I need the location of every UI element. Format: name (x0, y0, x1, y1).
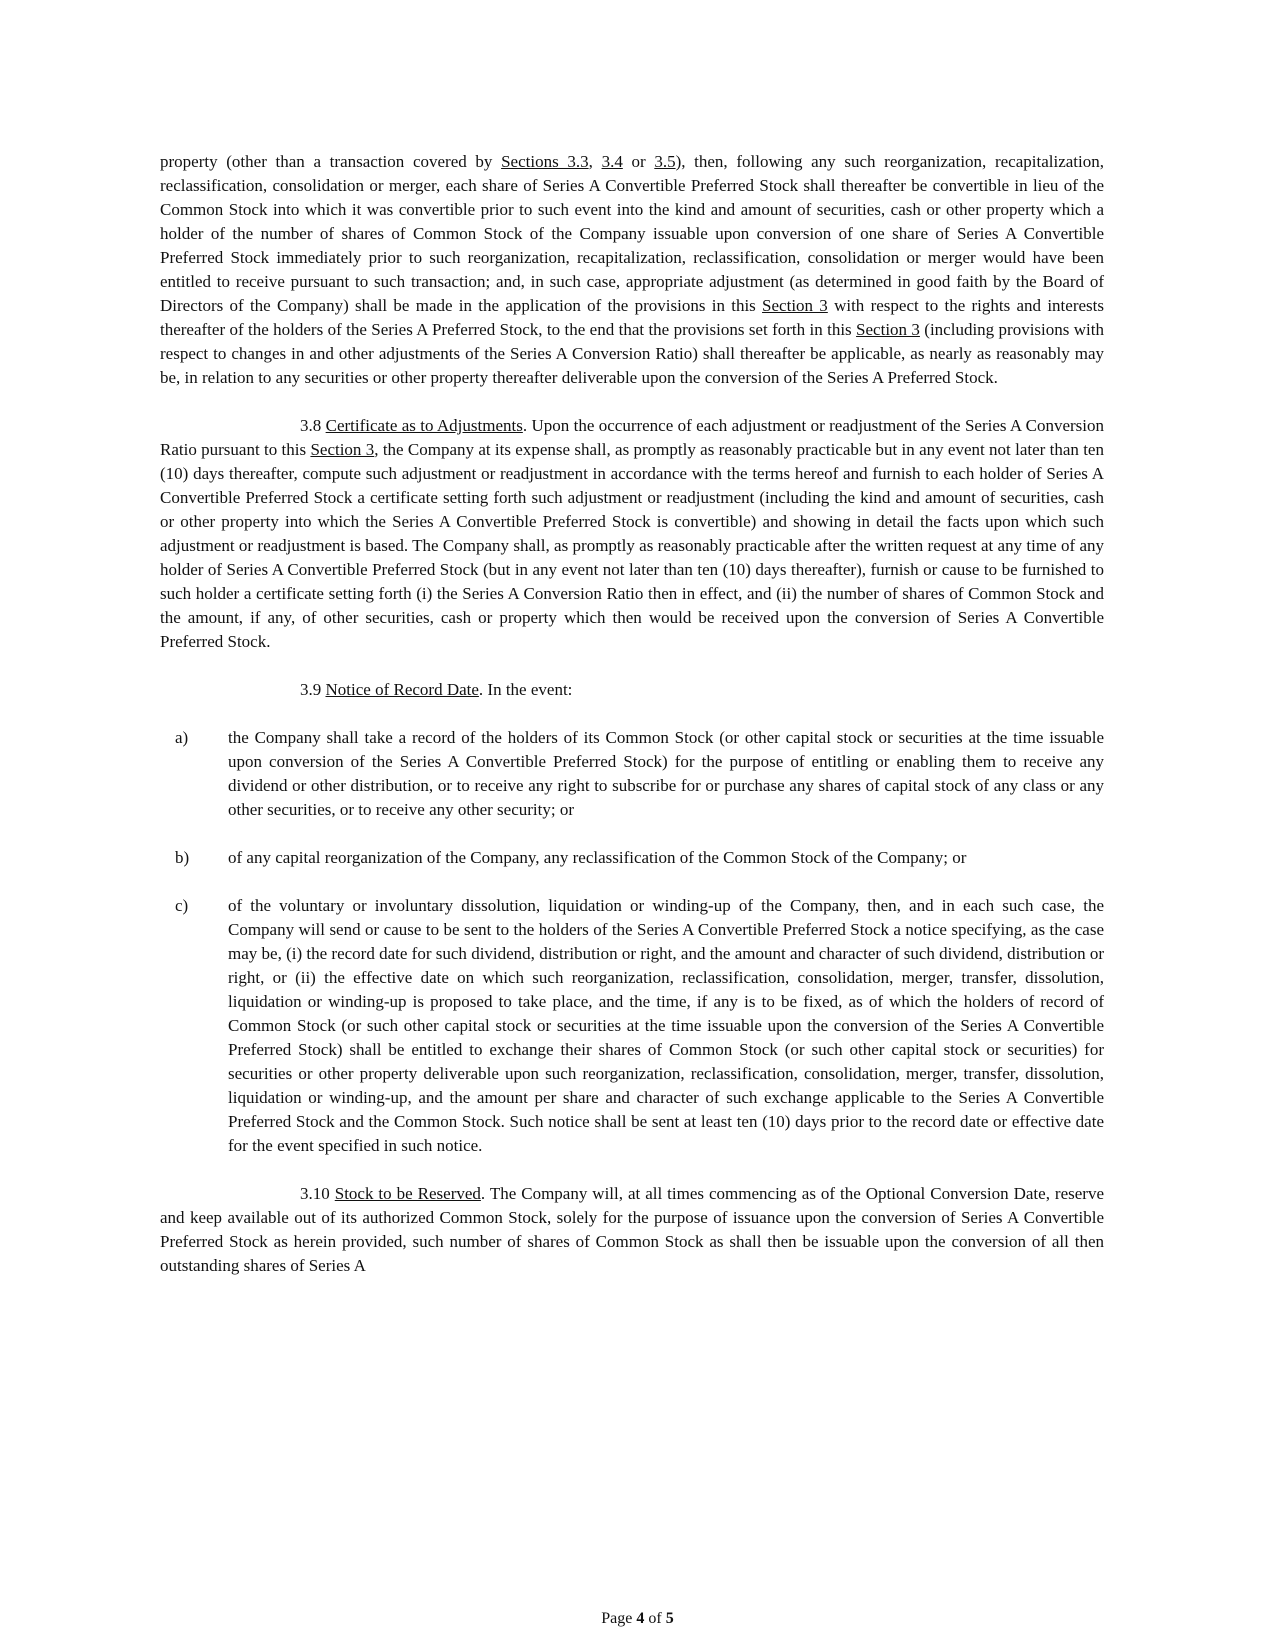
section-3-8 (160, 414, 1104, 654)
section-3-10 (160, 1182, 1104, 1278)
section-number: 3.8 (300, 416, 322, 435)
list-label: a) (175, 728, 189, 747)
page-total: 5 (665, 1610, 674, 1627)
section-reference: Sections 3.3 (501, 152, 589, 171)
footer-text: of (644, 1610, 666, 1627)
list-item-c (160, 894, 1104, 1158)
page-footer (0, 1610, 1275, 1628)
list-text: the Company shall take a record of the holders of its Common Stock (or other capital stock or securities at the time issuable upon conversion of the Series A Convertible Preferred Stock) for the purpose of entitling or enabling them to receive any dividend or other distribution, or to receive any right to subscribe for or purchase any shares of capital stock of any class or any other securities, or to receive any other security; or (228, 728, 1104, 819)
section-reference: 3.4 (601, 152, 623, 171)
section-reference: 3.5 (654, 152, 676, 171)
list-text: of any capital reorganization of the Company, any reclassification of the Common Stock of the Company; or (228, 848, 967, 867)
list-item-b (160, 846, 1104, 870)
section-heading: Notice of Record Date (325, 680, 479, 699)
section-number: 3.9 (300, 680, 322, 699)
text-run: . In the event: (478, 680, 573, 699)
list-label: b) (175, 848, 190, 867)
text-run: . Upon the occurrence of each adjustment or readjustment of the Series A Conversion Ratio pursuant to this (160, 416, 1105, 459)
section-reference: Section 3 (856, 320, 920, 339)
text-run: ), then, following any such reorganization, recapitalization, reclassification, consolidation or merger, each share of Series A Convertible Preferred Stock shall thereafter be convertible in lieu of the Common Stock into which it was convertible prior to such event into the kind and amount of securities, cash or other property which a holder of the number of shares of Common Stock of the Company issuable upon conversion of one share of Series A Convertible Preferred Stock immediately prior to such reorganization, recapitalization, reclassification, consolidation or merger would have been entitled to receive pursuant to such transaction; and, in such case, appropriate adjustment (as determined in good faith by the Board of Directors of the Company) shall be made in the application of the provisions in this (160, 152, 1104, 315)
text-run: . The Company will, at all times commencing as of the Optional Conversion Date, reserve and keep available out of its authorized Common Stock, solely for the purpose of issuance upon the conversion of Series A Convertible Preferred Stock as herein provided, such number of shares of Common Stock as shall then be issuable upon the conversion of all then outstanding shares of Series A (160, 1184, 1104, 1275)
text-run: (including provisions with respect to changes in and other adjustments of the Series A Conversion Ratio) shall thereafter be applicable, as nearly as reasonably may be, in relation to any securities or other property thereafter deliverable upon the conversion of the Series A Preferred Stock. (160, 320, 1104, 387)
section-reference: Section 3 (762, 296, 828, 315)
list-label: c) (175, 896, 189, 915)
list-item-a (160, 726, 1104, 822)
document-page (160, 150, 1104, 1302)
text-run: with respect to the rights and interests thereafter of the holders of the Series A Preferred Stock, to the end that the provisions set forth in this (160, 296, 1104, 339)
list-text: of the voluntary or involuntary dissolution, liquidation or winding-up of the Company, then, and in each such case, the Company will send or cause to be sent to the holders of the Series A Convertible Preferred Stock a notice specifying, as the case may be, (i) the record date for such dividend, distribution or right, and the amount and character of such dividend, distribution or right, or (ii) the effective date on which such reorganization, reclassification, consolidation, merger, transfer, dissolution, liquidation or winding-up is proposed to take place, and the time, if any is to be fixed, as of which the holders of record of Common Stock (or such other capital stock or securities at the time issuable upon the conversion of the Series A Convertible Preferred Stock) shall be entitled to exchange their shares of Common Stock (or such other capital stock or securities) for securities or other property deliverable upon such reorganization, reclassification, consolidation, merger, transfer, dissolution, liquidation or winding-up, and the amount per share and character of such exchange applicable to the Series A Convertible Preferred Stock and the Common Stock. Such notice shall be sent at least ten (10) days prior to the record date or effective date for the event specified in such notice. (228, 896, 1104, 1155)
text-run: property (other than a transaction covered by (160, 152, 502, 171)
section-number: 3.10 (300, 1184, 330, 1203)
section-reference: Section 3 (310, 440, 375, 459)
text-run: or (622, 152, 655, 171)
footer-text: Page (601, 1610, 637, 1627)
text-run: , (588, 152, 602, 171)
section-heading: Stock to be Reserved (334, 1184, 481, 1203)
section-heading: Certificate as to Adjustments (325, 416, 523, 435)
section-3-9 (160, 678, 1104, 702)
page-number: 4 (636, 1610, 645, 1627)
text-run: , the Company at its expense shall, as promptly as reasonably practicable but in any event not later than ten (10) days thereafter, compute such adjustment or readjustment in accordance with the terms hereof and furnish to each holder of Series A Convertible Preferred Stock a certificate setting forth such adjustment or readjustment (including the kind and amount of securities, cash or other property into which the Series A Convertible Preferred Stock is convertible) and showing in detail the facts upon which such adjustment or readjustment is based. The Company shall, as promptly as reasonably practicable after the written request at any time of any holder of Series A Convertible Preferred Stock (but in any event not later than ten (10) days thereafter), furnish or cause to be furnished to such holder a certificate setting forth (i) the Series A Conversion Ratio then in effect, and (ii) the number of shares of Common Stock and the amount, if any, of other securities, cash or property which then would be received upon the conversion of Series A Convertible Preferred Stock. (160, 440, 1104, 651)
paragraph-continuation (160, 150, 1104, 390)
